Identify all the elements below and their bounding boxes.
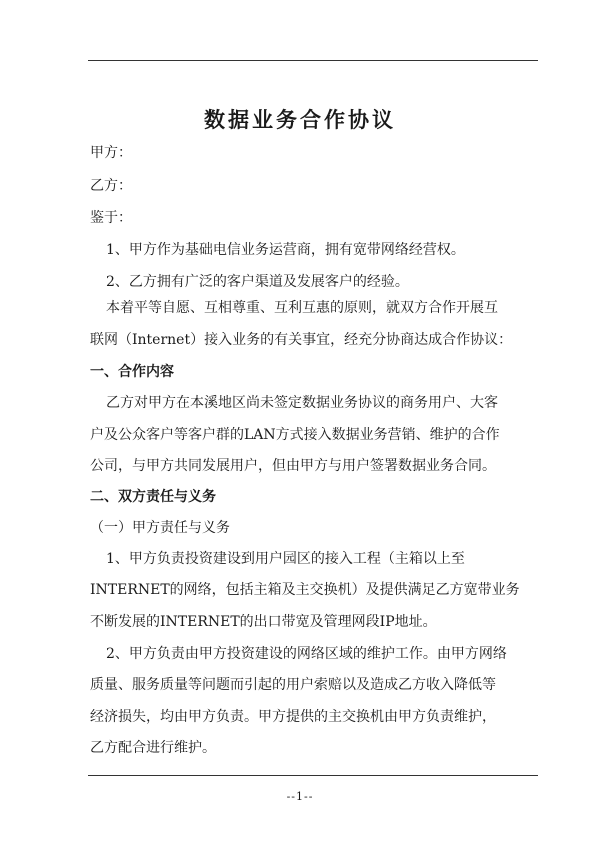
section-1-heading: 一、合作内容 [90,364,174,380]
party-b-label: 乙方： [90,178,132,194]
section-1-line-3: 公司，与甲方共同发展用户，但由甲方与用户签署数据业务合同。 [90,458,496,474]
preamble-line-2: 联网（Internet）接入业务的有关事宜，经充分协商达成合作协议： [90,332,513,348]
clause-2-line-4: 乙方配合进行维护。 [90,740,216,756]
footer-rule [88,775,538,776]
whereas-label: 鉴于： [90,210,132,226]
subsection-1-heading: （一）甲方责任与义务 [90,520,230,536]
clause-2-line-1: 2、甲方负责由甲方投资建设的网络区域的维护工作。由甲方网络 [106,646,507,662]
preamble-line-1: 本着平等自愿、互相尊重、互利互惠的原则，就双方合作开展互 [106,300,498,316]
clause-1-line-1: 1、甲方负责投资建设到用户园区的接入工程（主箱以上至 [106,551,465,567]
section-2-heading: 二、双方责任与义务 [90,489,216,505]
party-a-label: 甲方： [90,145,132,161]
page-number: --1-- [286,790,314,803]
clause-1-line-3: 不断发展的INTERNET的出口带宽及管理网段IP地址。 [90,614,437,630]
whereas-item-1: 1、甲方作为基础电信业务运营商，拥有宽带网络经营权。 [106,242,465,258]
clause-2-line-3: 经济损失，均由甲方负责。甲方提供的主交换机由甲方负责维护， [90,709,496,725]
header-rule [88,60,538,61]
clause-1-line-2: INTERNET的网络，包括主箱及主交换机）及提供满足乙方宽带业务 [90,582,520,598]
clause-2-line-2: 质量、服务质量等问题而引起的用户索赔以及造成乙方收入降低等 [90,677,496,693]
section-1-line-1: 乙方对甲方在本溪地区尚未签定数据业务协议的商务用户、大客 [106,395,498,411]
section-1-line-2: 户及公众客户等客户群的LAN方式接入数据业务营销、维护的合作 [90,427,500,443]
document-title: 数据业务合作协议 [204,107,396,132]
whereas-item-2: 2、乙方拥有广泛的客户渠道及发展客户的经验。 [106,274,409,290]
